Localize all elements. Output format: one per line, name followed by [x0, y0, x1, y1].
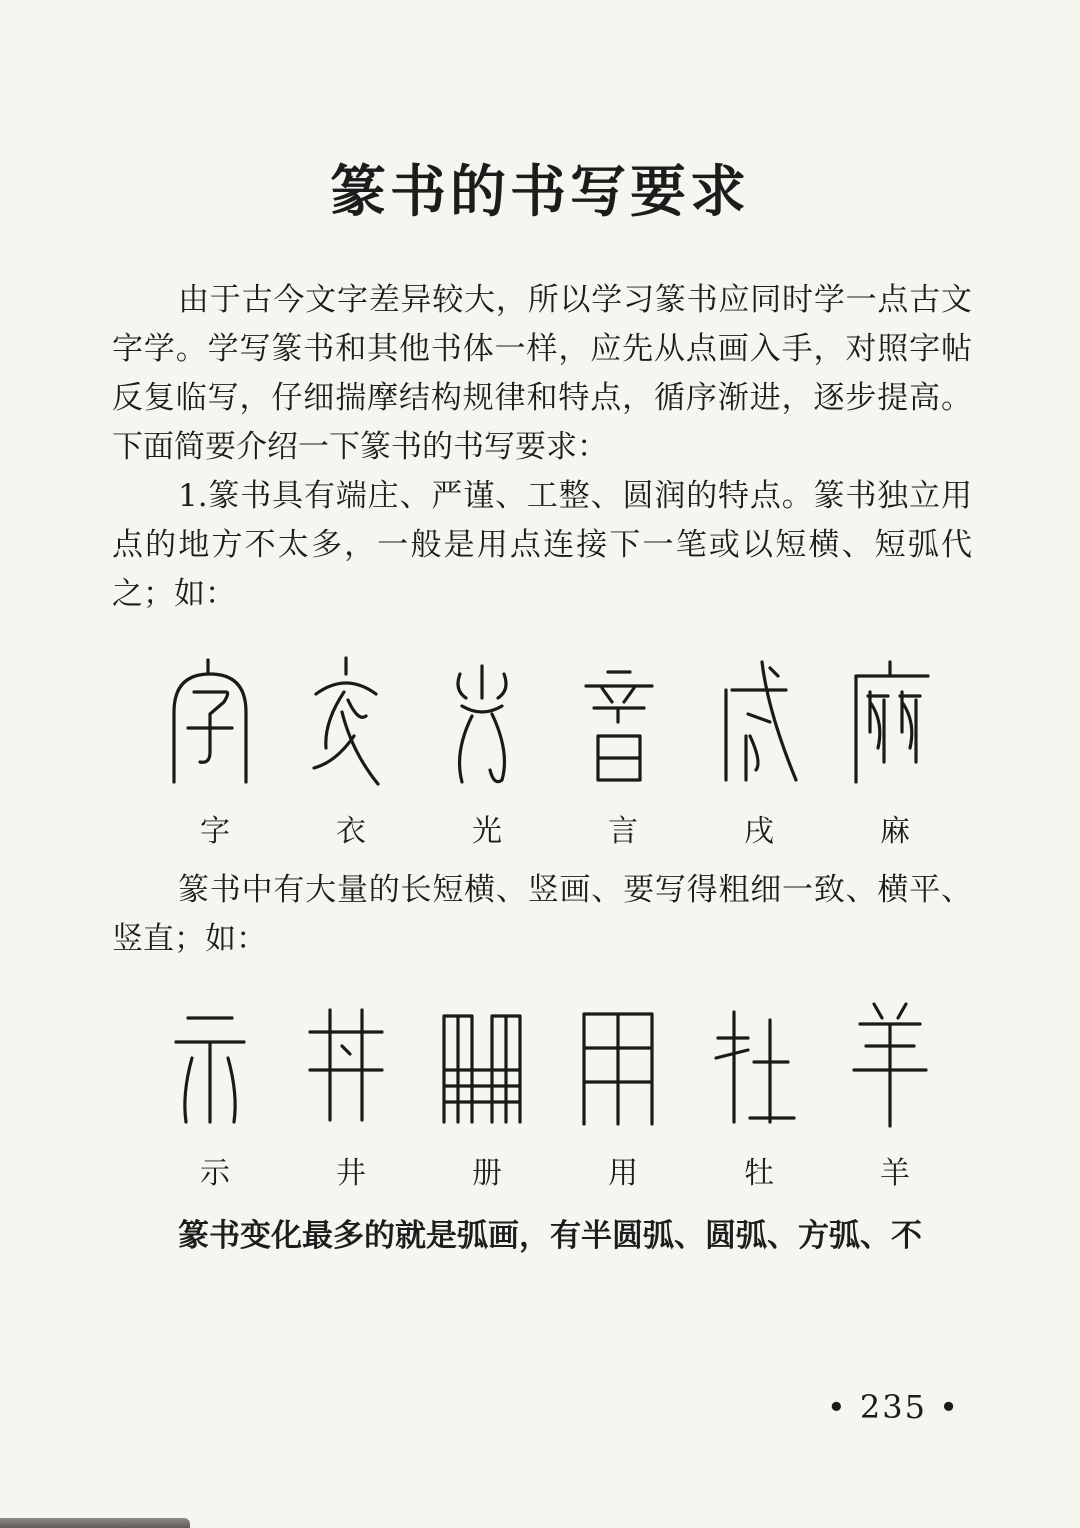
seal-glyph-jing	[286, 994, 416, 1194]
seal-glyph-yi	[286, 652, 416, 852]
strokes-paragraph: 篆书中有大量的长短横、竖画、要写得粗细一致、横平、竖直；如：	[112, 872, 972, 957]
seal-glyph-mu	[694, 994, 824, 1194]
seal-glyph-yong	[558, 994, 688, 1194]
seal-ce-icon	[432, 994, 532, 1134]
glyph-caption: 井	[336, 1156, 366, 1191]
glyph-caption: 册	[472, 1156, 502, 1191]
seal-yang-icon	[840, 994, 940, 1134]
seal-yi-icon	[296, 652, 396, 792]
seal-mu-icon	[704, 994, 804, 1134]
page-title: 篆书的书写要求	[330, 160, 750, 225]
seal-glyph-xu	[694, 652, 824, 852]
arcs-paragraph: 篆书变化最多的就是弧画，有半圆弧、圆弧、方弧、不	[178, 1218, 922, 1254]
seal-glyph-guang	[422, 652, 552, 852]
glyph-caption: 麻	[880, 814, 910, 849]
glyph-caption: 示	[200, 1156, 230, 1191]
seal-yong-icon	[568, 994, 668, 1134]
seal-glyph-ce	[422, 994, 552, 1194]
point-one-paragraph: 1.篆书具有端庄、严谨、工整、圆润的特点。篆书独立用点的地方不太多，一般是用点连接下一笔或以短横、短弧代之；如：	[112, 478, 972, 612]
glyph-caption: 羊	[880, 1156, 910, 1191]
seal-zi-icon	[160, 652, 260, 792]
seal-guang-icon	[432, 652, 532, 792]
seal-glyph-ma	[830, 652, 960, 852]
seal-jing-icon	[296, 994, 396, 1134]
page-number: • 235 •	[826, 1388, 960, 1426]
seal-glyph-yang	[830, 994, 960, 1194]
seal-glyph-zi	[150, 652, 280, 852]
seal-ma-icon	[840, 652, 940, 792]
glyph-caption: 衣	[336, 814, 366, 849]
seal-glyph-shi	[150, 994, 280, 1194]
glyph-caption: 言	[608, 814, 638, 849]
intro-paragraph: 由于古今文字差异较大，所以学习篆书应同时学一点古文字学。学写篆书和其他书体一样，应先从点画入手，对照字帖反复临写，仔细揣摩结构规律和特点，循序渐进，逐步提高。下面简要介绍一下篆书的书写要求：	[112, 282, 972, 465]
glyph-caption: 牡	[744, 1156, 774, 1191]
glyph-caption: 光	[472, 814, 502, 849]
seal-glyph-row-dots	[150, 652, 990, 852]
scan-edge-shadow	[0, 1518, 190, 1528]
seal-xu-icon	[704, 652, 804, 792]
seal-glyph-yan	[558, 652, 688, 852]
seal-yan-icon	[568, 652, 668, 792]
glyph-caption: 字	[200, 814, 230, 849]
seal-shi-icon	[160, 994, 260, 1134]
glyph-caption: 用	[608, 1156, 638, 1191]
glyph-caption: 戌	[744, 814, 774, 849]
seal-glyph-row-lines	[150, 994, 990, 1194]
